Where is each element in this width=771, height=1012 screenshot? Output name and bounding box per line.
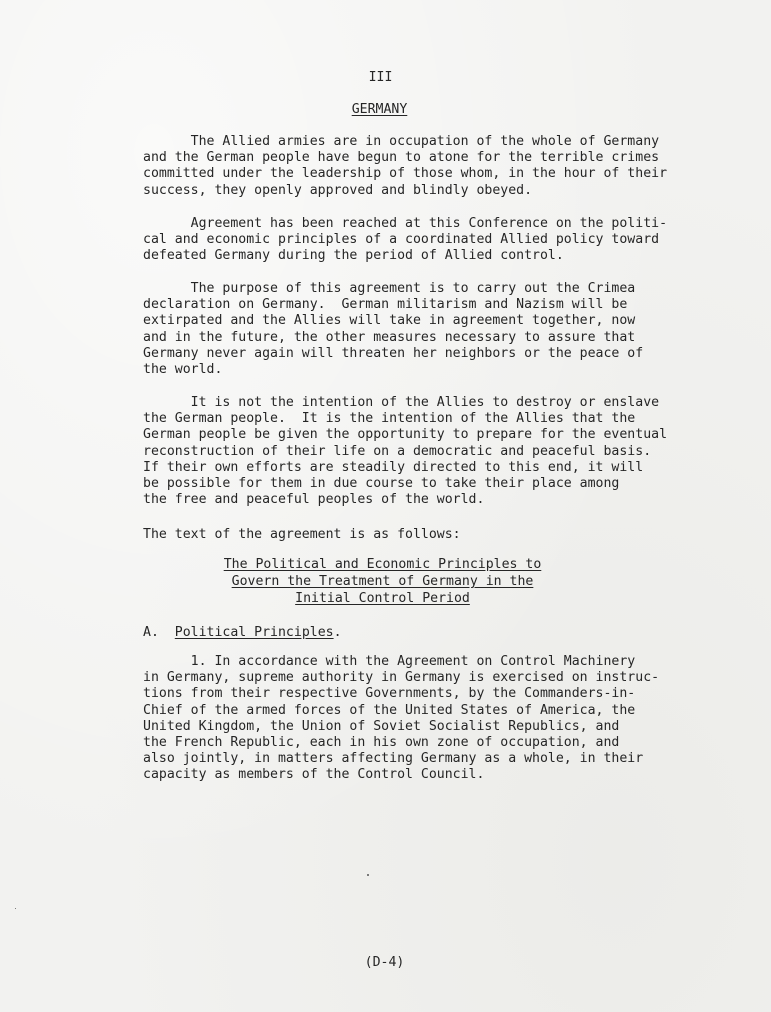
section-a-label: A. — [143, 625, 159, 640]
agreement-title-line-2: Govern the Treatment of Germany in the — [231, 574, 534, 589]
page-title: GERMANY — [351, 102, 408, 117]
paper-speck — [367, 874, 369, 876]
paragraph-5: The text of the agreement is as follows: — [143, 527, 461, 542]
paragraph-3: The purpose of this agreement is to carry out the Crimea declaration on Germany. German militarism and Nazism will be extirpated and the Allies will take in agreement together, now and in the future, the other measures necessary to assure that Germany never again will threaten her neighbors or the peace of the world. — [143, 281, 644, 378]
paragraph-4: It is not the intention of the Allies to destroy or enslave the German people. It is the intention of the Allies that the German people be given the opportunity to prepare for the eventual reconstruction of their life on a democratic and peaceful basis. If their own efforts are steadily directed to this end, it will be possible for them in due course to take their place among the free and peaceful peoples of the world. — [143, 395, 668, 508]
section-a-item-1: 1. In accordance with the Agreement on Control Machinery in Germany, supreme authority in Germany is exercised on instruc- tions from their respective Governments, by the Commanders-in- Chief of the armed forces of the United States of America, the United Kingdom, the Union of Soviet Socialist Republics, and the French Republic, each in his own zone of occupation, and also jointly, in matters affecting Germany as a whole, in their capacity as members of the Control Council. — [143, 654, 660, 783]
agreement-title-line-3: Initial Control Period — [295, 591, 470, 606]
paragraph-1: The Allied armies are in occupation of the whole of Germany and the German people have begun to atone for the terrible crimes committed under the leadership of those whom, in the hour of their success, they openly approved and blindly obeyed. — [143, 134, 668, 198]
page-number: (D-4) — [364, 955, 405, 970]
section-number: III — [368, 70, 393, 85]
section-a-title: Political Principles — [174, 625, 334, 640]
agreement-title-line-1: The Political and Economic Principles to — [223, 557, 542, 572]
paragraph-2: Agreement has been reached at this Conference on the politi- cal and economic principles of a coordinated Allied policy toward defeated Germany during the period of Allied control. — [143, 216, 668, 264]
paper-speck — [15, 908, 16, 909]
section-a-heading — [143, 625, 342, 641]
section-a-title-punct: . — [333, 625, 342, 640]
